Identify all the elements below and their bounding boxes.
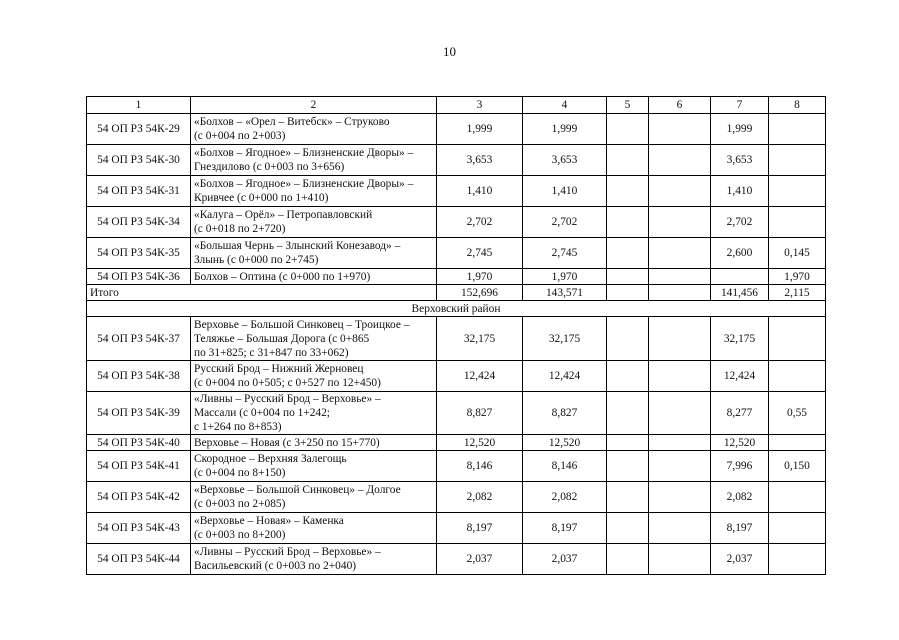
length-c5 [607, 361, 649, 392]
table-row [87, 145, 826, 176]
length-c4: 2,745 [523, 238, 607, 269]
road-name-line: Злынь (с 0+000 по 2+745) [194, 254, 319, 266]
length-c3: 2,745 [437, 238, 523, 269]
length-c7: 8,197 [711, 513, 769, 544]
road-name [191, 435, 437, 451]
total-label: Итого [87, 285, 437, 301]
road-name-line: Русский Брод – Нижний Жерновец [194, 363, 364, 375]
road-code: 54 ОП РЗ 54К-30 [87, 145, 191, 176]
road-name-line: с 1+264 по 8+853) [194, 421, 282, 433]
road-code: 54 ОП РЗ 54К-34 [87, 207, 191, 238]
length-c3: 8,197 [437, 513, 523, 544]
road-name [191, 392, 437, 435]
length-c8 [769, 207, 826, 238]
table-row [87, 451, 826, 482]
length-c6 [649, 238, 711, 269]
road-name [191, 145, 437, 176]
road-code: 54 ОП РЗ 54К-42 [87, 482, 191, 513]
header-cell: 6 [649, 97, 711, 114]
length-c3: 1,410 [437, 176, 523, 207]
total-c8: 2,115 [769, 285, 826, 301]
total-c6 [649, 285, 711, 301]
table-row [87, 114, 826, 145]
length-c7: 12,424 [711, 361, 769, 392]
length-c3: 12,520 [437, 435, 523, 451]
length-c8: 1,970 [769, 269, 826, 285]
road-name [191, 513, 437, 544]
road-name-line: Верховье – Новая (с 3+250 по 15+770) [194, 436, 380, 449]
length-c7: 32,175 [711, 317, 769, 361]
road-name-line: «Верховье – Новая» – Каменка [194, 515, 344, 527]
length-c5 [607, 176, 649, 207]
length-c5 [607, 114, 649, 145]
length-c8 [769, 145, 826, 176]
roads-table [86, 96, 826, 575]
road-name-line: Теляжье – Большая Дорога (с 0+865 [194, 332, 370, 345]
road-code: 54 ОП РЗ 54К-31 [87, 176, 191, 207]
header-cell: 3 [437, 97, 523, 114]
road-name [191, 269, 437, 285]
road-name [191, 482, 437, 513]
total-c5 [607, 285, 649, 301]
road-name-line: Кривчее (с 0+000 по 1+410) [194, 192, 329, 204]
length-c7 [711, 269, 769, 285]
length-c4: 32,175 [523, 317, 607, 361]
road-code: 54 ОП РЗ 54К-36 [87, 269, 191, 285]
road-code: 54 ОП РЗ 54К-43 [87, 513, 191, 544]
table-row [87, 317, 826, 361]
road-name-line: «Болхов – Ягодное» – Близненские Дворы» – [194, 178, 414, 190]
road-name-line: «Калуга – Орёл» – Петропавловский [194, 209, 373, 221]
road-name-line: Болхов – Оптина (с 0+000 по 1+970) [194, 270, 371, 283]
length-c4: 2,082 [523, 482, 607, 513]
length-c6 [649, 361, 711, 392]
length-c4: 1,970 [523, 269, 607, 285]
district-title: Верховский район [87, 301, 826, 317]
length-c3: 2,702 [437, 207, 523, 238]
road-name-line: Гнездилово (с 0+003 по 3+656) [194, 161, 345, 173]
length-c3: 8,146 [437, 451, 523, 482]
road-name-line: «Ливны – Русский Брод – Верховье» – [194, 393, 381, 405]
length-c8: 0,145 [769, 238, 826, 269]
total-row [87, 285, 826, 301]
length-c3: 12,424 [437, 361, 523, 392]
road-name [191, 317, 437, 361]
length-c7: 12,520 [711, 435, 769, 451]
header-cell: 7 [711, 97, 769, 114]
length-c5 [607, 269, 649, 285]
length-c6 [649, 435, 711, 451]
length-c7: 7,996 [711, 451, 769, 482]
length-c5 [607, 207, 649, 238]
road-name-line: (с 0+004 по 8+150) [194, 467, 286, 479]
road-code: 54 ОП РЗ 54К-29 [87, 114, 191, 145]
length-c6 [649, 176, 711, 207]
length-c6 [649, 114, 711, 145]
district-row [87, 301, 826, 317]
road-name [191, 207, 437, 238]
length-c8: 0,150 [769, 451, 826, 482]
length-c7: 3,653 [711, 145, 769, 176]
road-name-line: (с 0+003 по 8+200) [194, 529, 286, 541]
length-c6 [649, 392, 711, 435]
header-cell: 5 [607, 97, 649, 114]
length-c7: 2,037 [711, 544, 769, 575]
road-name [191, 114, 437, 145]
length-c4: 12,424 [523, 361, 607, 392]
page-number: 10 [443, 44, 456, 59]
length-c7: 8,277 [711, 392, 769, 435]
table-row [87, 238, 826, 269]
road-code: 54 ОП РЗ 54К-37 [87, 317, 191, 361]
length-c3: 2,082 [437, 482, 523, 513]
table-row [87, 392, 826, 435]
road-name [191, 544, 437, 575]
table-row [87, 269, 826, 285]
table-row [87, 176, 826, 207]
road-code: 54 ОП РЗ 54К-35 [87, 238, 191, 269]
road-name [191, 361, 437, 392]
length-c8: 0,55 [769, 392, 826, 435]
length-c8 [769, 544, 826, 575]
length-c6 [649, 451, 711, 482]
road-name [191, 238, 437, 269]
length-c6 [649, 513, 711, 544]
length-c4: 12,520 [523, 435, 607, 451]
length-c8 [769, 114, 826, 145]
length-c4: 1,410 [523, 176, 607, 207]
length-c5 [607, 317, 649, 361]
length-c8 [769, 513, 826, 544]
length-c5 [607, 544, 649, 575]
length-c7: 1,410 [711, 176, 769, 207]
road-name-line: (с 0+018 по 2+720) [194, 223, 286, 235]
length-c8 [769, 361, 826, 392]
table-row [87, 513, 826, 544]
road-name-line: «Болхов – «Орел – Витебск» – Струково [194, 116, 390, 128]
road-code: 54 ОП РЗ 54К-38 [87, 361, 191, 392]
length-c6 [649, 544, 711, 575]
length-c6 [649, 207, 711, 238]
road-name-line: Верховье – Большой Синковец – Троицкое – [194, 318, 410, 331]
length-c7: 1,999 [711, 114, 769, 145]
table-row [87, 207, 826, 238]
header-cell: 8 [769, 97, 826, 114]
road-name-line: «Ливны – Русский Брод – Верховье» – [194, 546, 381, 558]
length-c5 [607, 513, 649, 544]
length-c6 [649, 317, 711, 361]
road-name-line: по 31+825; с 31+847 по 33+062) [194, 346, 349, 359]
header-cell: 4 [523, 97, 607, 114]
length-c6 [649, 145, 711, 176]
table-row [87, 435, 826, 451]
length-c8 [769, 435, 826, 451]
length-c3: 3,653 [437, 145, 523, 176]
road-code: 54 ОП РЗ 54К-39 [87, 392, 191, 435]
length-c7: 2,600 [711, 238, 769, 269]
road-name-line: Скородное – Верхняя Залегощь [194, 453, 347, 465]
length-c4: 1,999 [523, 114, 607, 145]
length-c3: 2,037 [437, 544, 523, 575]
length-c4: 2,702 [523, 207, 607, 238]
length-c7: 2,082 [711, 482, 769, 513]
length-c5 [607, 451, 649, 482]
road-name-line: «Верховье – Большой Синковец» – Долгое [194, 484, 401, 496]
length-c5 [607, 392, 649, 435]
length-c3: 32,175 [437, 317, 523, 361]
total-c4: 143,571 [523, 285, 607, 301]
length-c5 [607, 435, 649, 451]
length-c8 [769, 482, 826, 513]
total-c3: 152,696 [437, 285, 523, 301]
road-name-line: Васильевский (с 0+003 по 2+040) [194, 560, 357, 572]
length-c6 [649, 482, 711, 513]
length-c3: 1,999 [437, 114, 523, 145]
table-row [87, 482, 826, 513]
length-c4: 8,827 [523, 392, 607, 435]
road-name-line: «Болхов – Ягодное» – Близненские Дворы» – [194, 147, 414, 159]
header-cell: 1 [87, 97, 191, 114]
length-c3: 1,970 [437, 269, 523, 285]
road-name-line: (с 0+004 по 0+505; с 0+527 по 12+450) [194, 377, 381, 389]
length-c4: 2,037 [523, 544, 607, 575]
length-c5 [607, 482, 649, 513]
road-name [191, 451, 437, 482]
road-name-line: (с 0+004 по 2+003) [194, 130, 286, 142]
length-c7: 2,702 [711, 207, 769, 238]
length-c6 [649, 269, 711, 285]
road-name-line: (с 0+003 по 2+085) [194, 498, 286, 510]
length-c8 [769, 176, 826, 207]
length-c5 [607, 238, 649, 269]
road-name-line: «Большая Чернь – Злынский Конезавод» – [194, 240, 401, 252]
length-c3: 8,827 [437, 392, 523, 435]
header-cell: 2 [191, 97, 437, 114]
length-c4: 8,197 [523, 513, 607, 544]
road-code: 54 ОП РЗ 54К-41 [87, 451, 191, 482]
length-c8 [769, 317, 826, 361]
header-row [87, 97, 826, 114]
table-row [87, 361, 826, 392]
road-code: 54 ОП РЗ 54К-40 [87, 435, 191, 451]
table-row [87, 544, 826, 575]
total-c7: 141,456 [711, 285, 769, 301]
road-code: 54 ОП РЗ 54К-44 [87, 544, 191, 575]
length-c5 [607, 145, 649, 176]
road-name [191, 176, 437, 207]
length-c4: 8,146 [523, 451, 607, 482]
length-c4: 3,653 [523, 145, 607, 176]
table-body [87, 97, 826, 575]
road-name-line: Массали (с 0+004 по 1+242; [194, 407, 330, 419]
